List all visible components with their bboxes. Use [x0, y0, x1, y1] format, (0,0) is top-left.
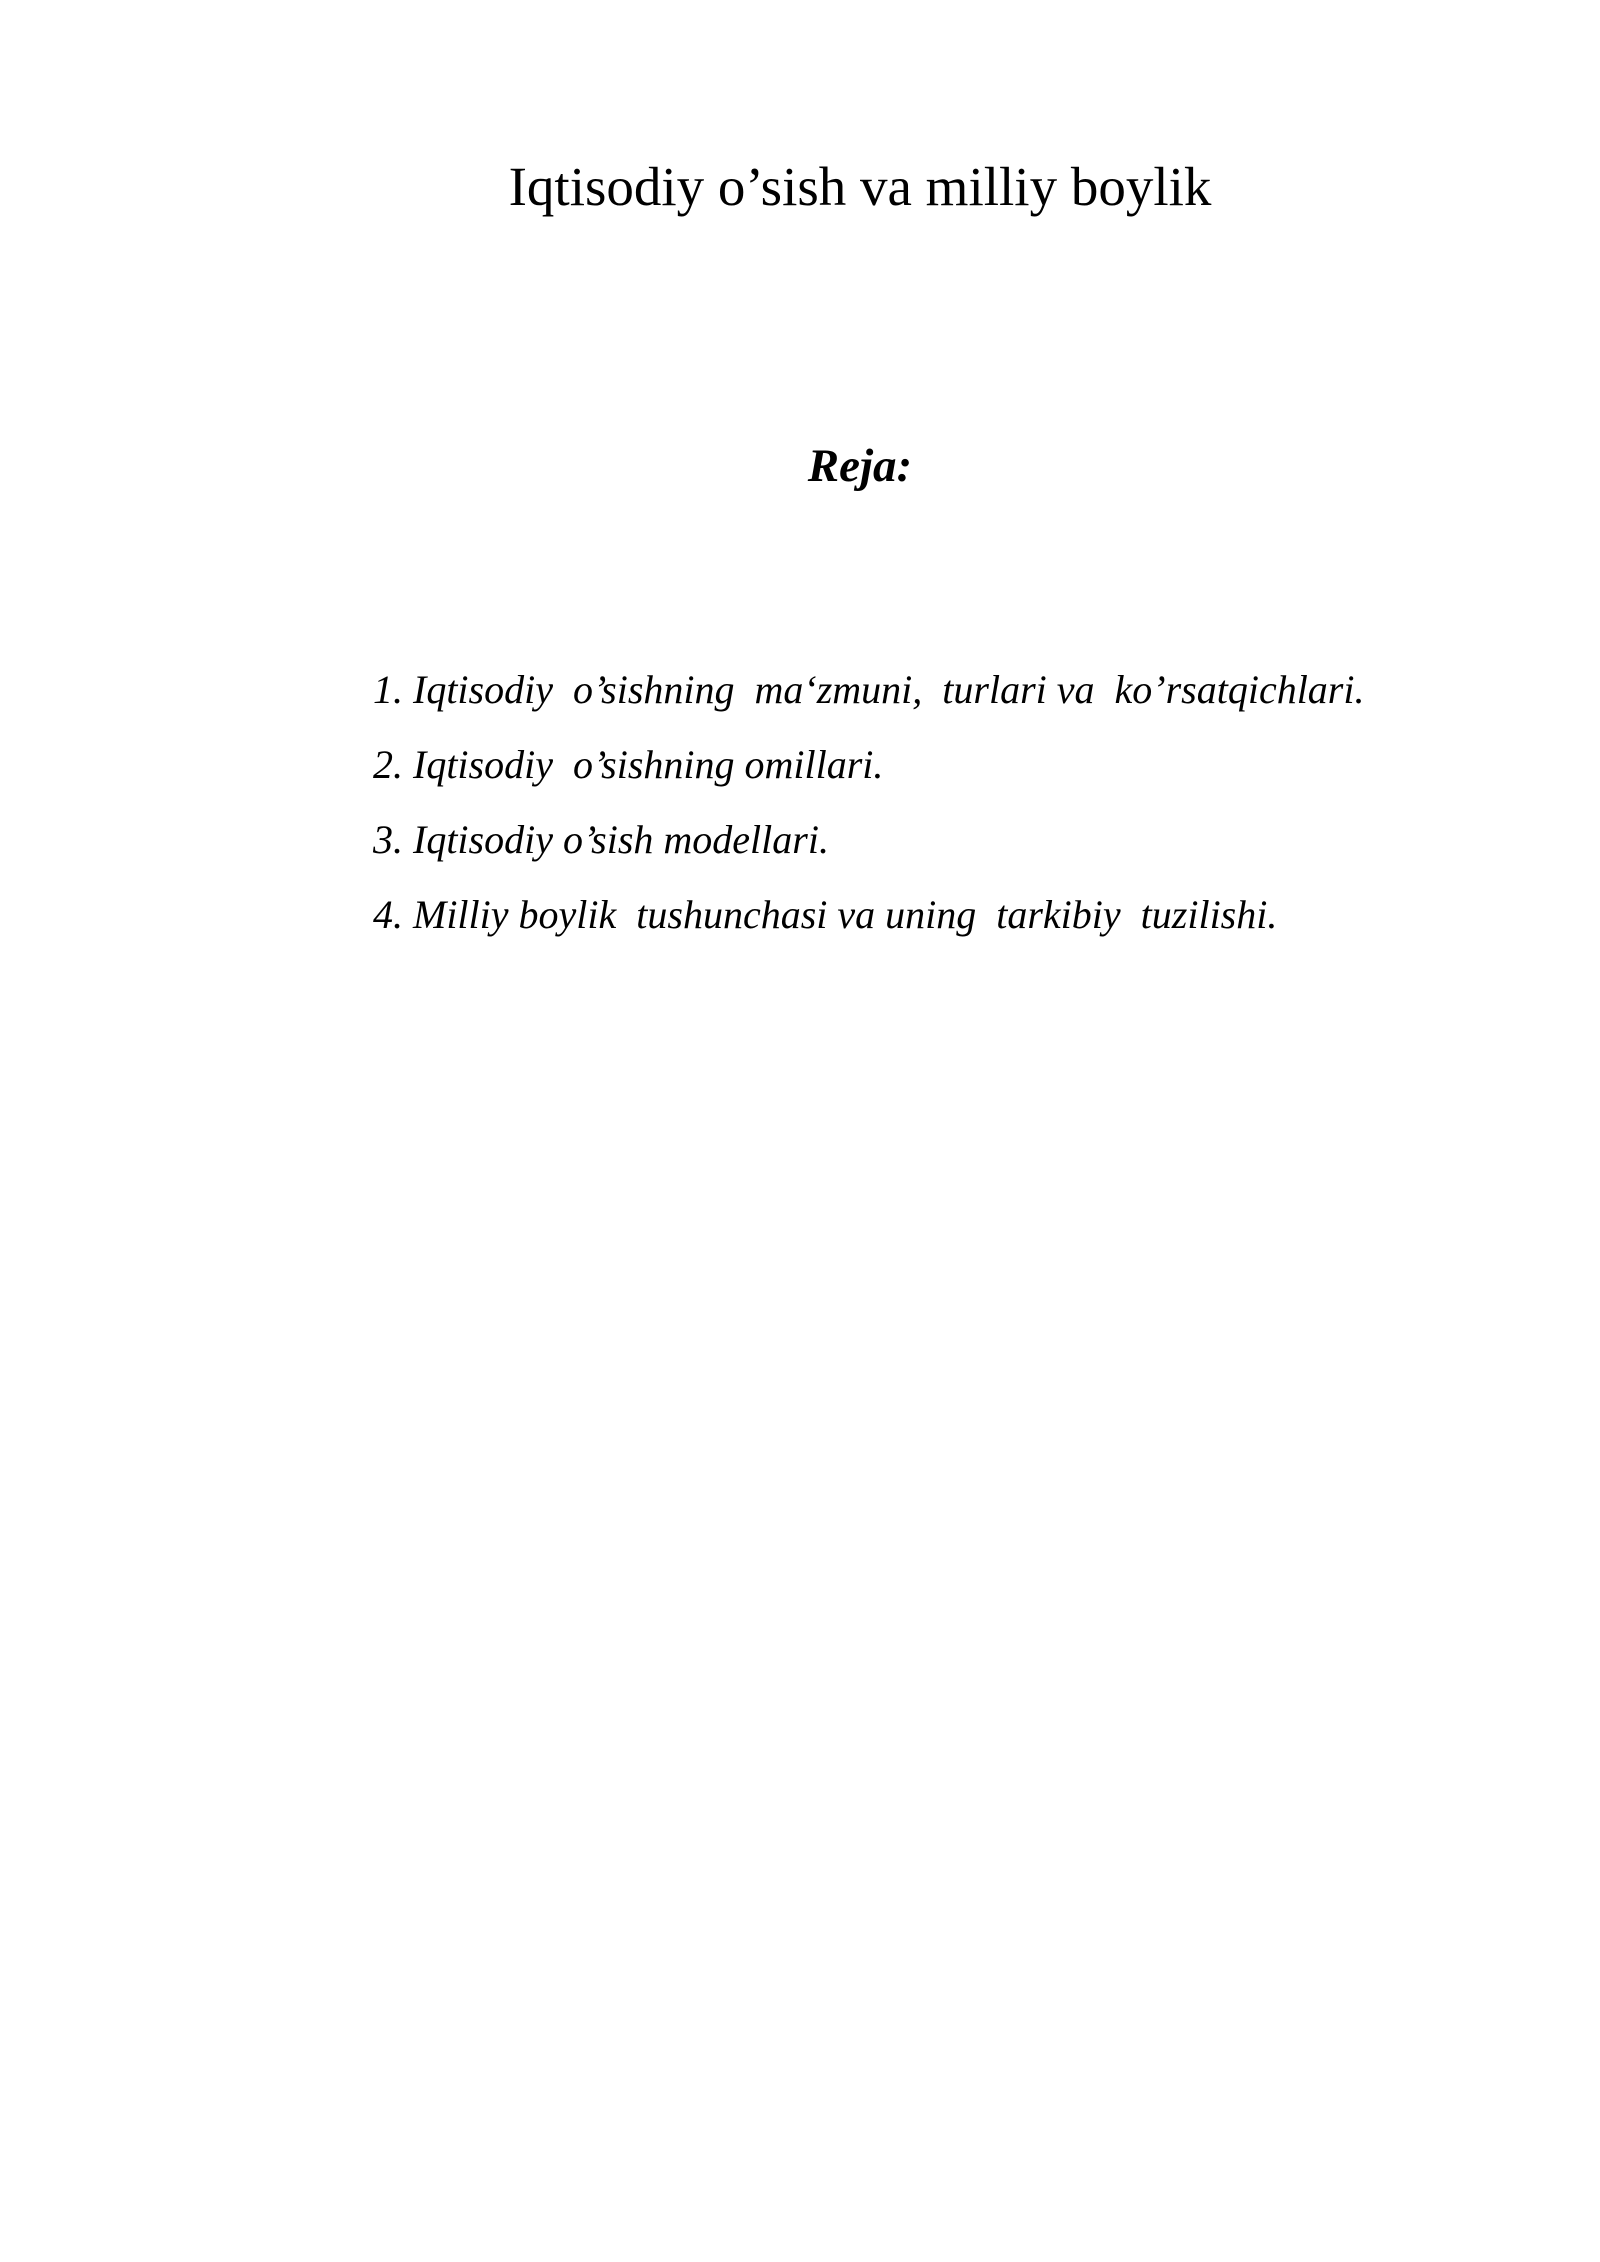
plan-item-4: 4. Milliy boylik tushunchasi va uning tarkibiy tuzilishi. [373, 892, 1278, 937]
plan-item-1: 1. Iqtisodiy o’sishning ma‘zmuni, turlari va ko’rsatqichlari. [373, 667, 1365, 712]
plan-item-3: 3. Iqtisodiy o’sish modellari. [373, 817, 829, 862]
document-title: Iqtisodiy o’sish va milliy boylik [508, 156, 1212, 217]
plan-heading: Reja: [807, 440, 913, 492]
plan-list [373, 652, 1364, 952]
plan-item-2: 2. Iqtisodiy o’sishning omillari. [373, 742, 884, 787]
